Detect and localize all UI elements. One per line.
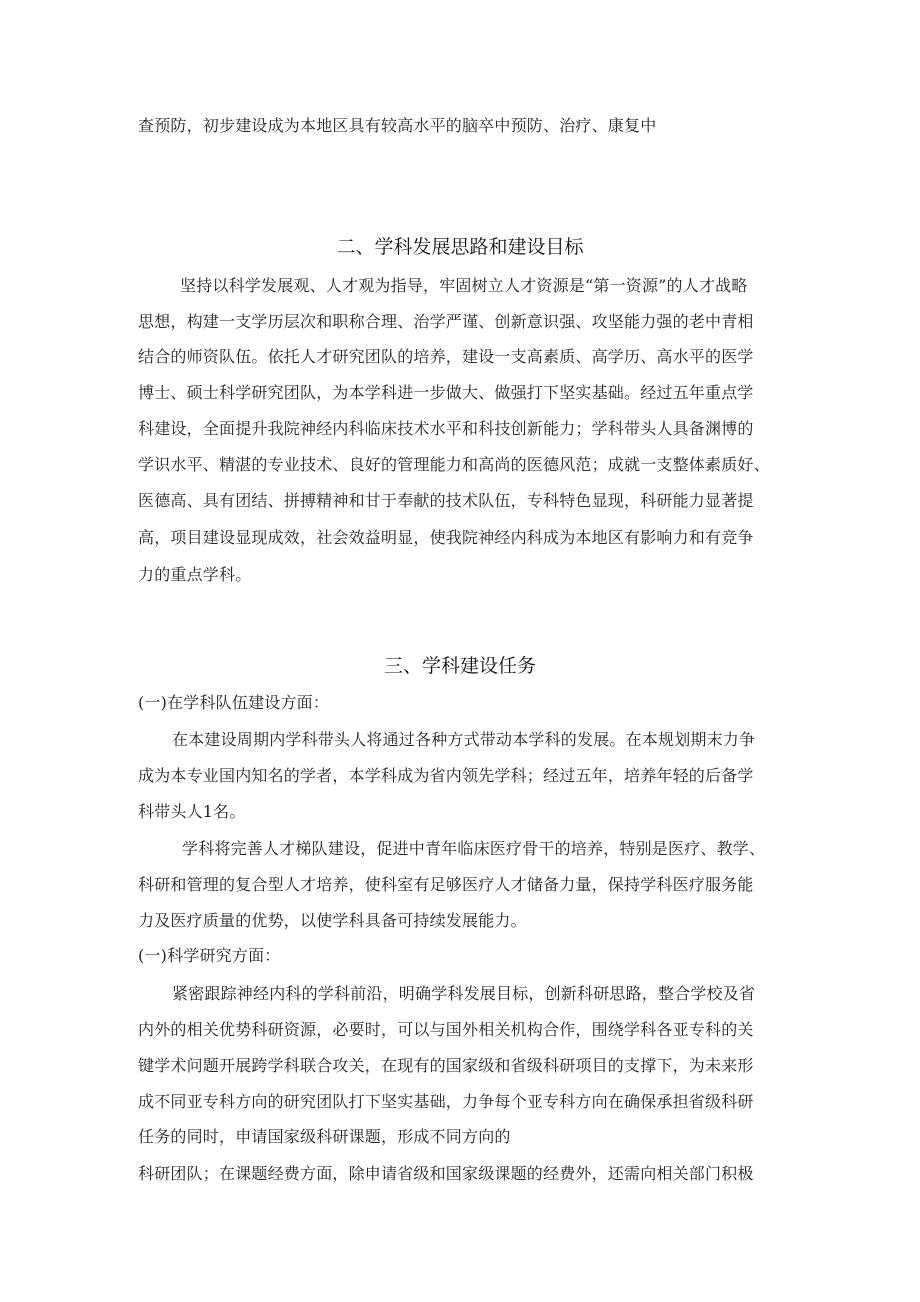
paragraph-line: 坚持以科学发展观、人才观为指导，牢固树立人才资源是“第一资源”的人才战略 (180, 276, 748, 295)
paragraph-line: 高，项目建设显现成效，社会效益明显，使我院神经内科成为本地区有影响力和有竞争 (138, 528, 754, 547)
paragraph-line: 学识水平、精湛的专业技术、良好的管理能力和高尚的医德风范；成就一支整体素质好、 (138, 455, 770, 474)
paragraph-line: 学科将完善人才梯队建设，促进中青年临床医疗骨干的培养，特别是医疗、教学、 (182, 839, 766, 858)
paragraph-line: 键学术问题开展跨学科联合攻关，在现有的国家级和省级科研项目的支撑下，为未来形 (138, 1056, 754, 1075)
subsection-title-research: (一)科学研究方面： (138, 946, 281, 965)
section-heading-tasks: 三、学科建设任务 (383, 655, 536, 677)
paragraph-line: 紧密跟踪神经内科的学科前沿，明确学科发展目标，创新科研思路，整合学校及省 (172, 984, 756, 1003)
paragraph-line: 科研和管理的复合型人才培养，使科室有足够医疗人才储备力量，保持学科医疗服务能 (138, 875, 754, 894)
paragraph-line: 科研团队；在课题经费方面，除申请省级和国家级课题的经费外，还需向相关部门积极 (138, 1164, 754, 1183)
paragraph-line: 成为本专业国内知名的学者，本学科成为省内领先学科；经过五年，培养年轻的后备学 (138, 766, 754, 785)
paragraph-line: 博士、硕士科学研究团队，为本学科进一步做大、做强打下坚实基础。经过五年重点学 (138, 383, 754, 402)
subsection-title-team: (一)在学科队伍建设方面： (138, 693, 330, 712)
paragraph-line: 科建设，全面提升我院神经内科临床技术水平和科技创新能力；学科带头人具备渊博的 (138, 419, 754, 438)
paragraph-line: 医德高、具有团结、拼搏精神和甘于奉献的技术队伍，专科特色显现，科研能力显著提 (138, 491, 754, 510)
paragraph-line: 在本建设周期内学科带头人将通过各种方式带动本学科的发展。在本规划期末力争 (172, 730, 756, 749)
paragraph-line: 查预防，初步建设成为本地区具有较高水平的脑卒中预防、治疗、康复中 (138, 116, 657, 135)
paragraph-line: 科带头人1名。 (138, 802, 246, 821)
paragraph-line: 成不同亚专科方向的研究团队打下坚实基础，力争每个亚专科方向在确保承担省级科研 (138, 1092, 754, 1111)
paragraph-line: 结合的师资队伍。依托人才研究团队的培养，建设一支高素质、高学历、高水平的医学 (138, 347, 754, 366)
paragraph-line: 力及医疗质量的优势，以使学科具备可持续发展能力。 (138, 911, 527, 930)
paragraph-line: 思想，构建一支学历层次和职称合理、治学严谨、创新意识强、攻坚能力强的老中青相 (138, 312, 754, 331)
paragraph-line: 内外的相关优势科研资源，必要时，可以与国外相关机构合作，围绕学科各亚专科的关 (138, 1020, 754, 1039)
paragraph-line: 力的重点学科。 (138, 565, 252, 584)
paragraph-line: 任务的同时，申请国家级科研课题，形成不同方向的 (138, 1127, 511, 1146)
section-heading-development: 二、学科发展思路和建设目标 (336, 236, 584, 258)
